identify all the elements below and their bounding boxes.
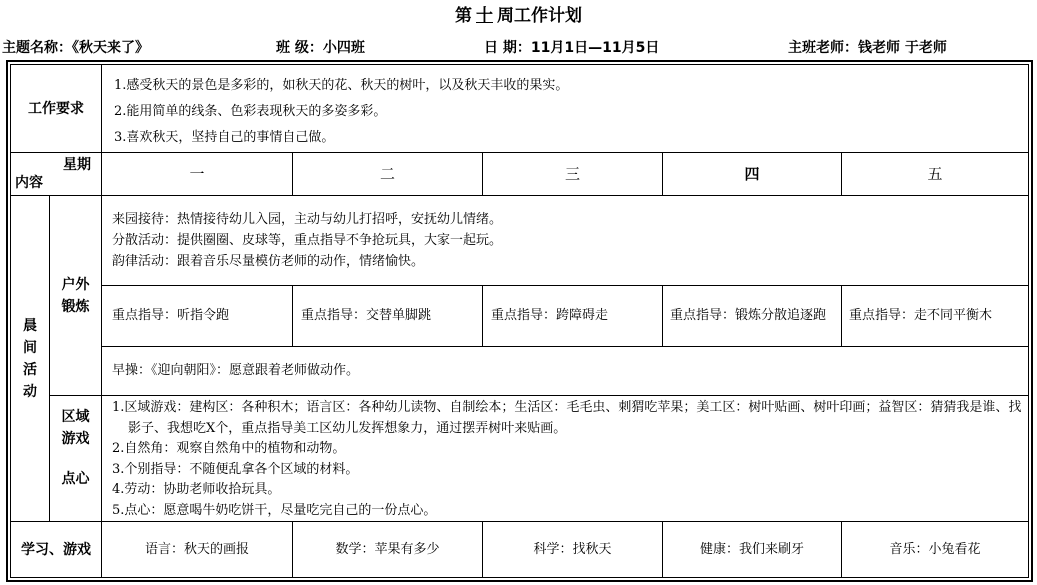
study-thu: 健康：我们来刷牙	[662, 521, 842, 578]
daily-focus-fri: 重点指导：走不同平衡木	[841, 285, 1029, 347]
daily-focus-mon: 重点指导：听指令跑	[101, 285, 293, 347]
daily-focus-tue: 重点指导：交替单脚跳	[292, 285, 483, 347]
study-games-label: 学习、游戏	[10, 521, 102, 578]
title-prefix: 第	[455, 6, 472, 26]
outdoor-general-item: 韵律活动：跟着音乐尽量模仿老师的动作，情绪愉快。	[112, 254, 425, 269]
weekday-fri: 五	[841, 152, 1029, 196]
outdoor-exercise-label	[49, 195, 102, 396]
week-number: 十	[476, 6, 493, 26]
requirement-item: 3.喜欢秋天，坚持自己的事情自己做。	[114, 130, 335, 145]
requirement-item: 1.感受秋天的景色是多彩的，如秋天的花、秋天的树叶，以及秋天丰收的果实。	[114, 78, 569, 93]
outdoor-general-item: 分散活动：提供圈圈、皮球等，重点指导不争抢玩具，大家一起玩。	[112, 233, 503, 248]
daily-focus-thu: 重点指导：锻炼分散追逐跑	[662, 285, 842, 347]
area-games-cell	[101, 395, 1029, 522]
corner-cell	[10, 152, 102, 196]
page-title	[0, 4, 1037, 28]
study-mon: 语言：秋天的画报	[101, 521, 293, 578]
area-item: 1.区域游戏：建构区：各种积木；语言区：各种幼儿读物、自制绘本；生活区：毛毛虫、刺猬吃苹果；美工区：树叶贴画、树叶印画；益智区：猜猜我是谁、找影子、我想吃X个，重点指导美工区幼儿发挥想象力，通过摆弄树叶来贴画。	[112, 400, 1022, 436]
outdoor-exercise-text: 户外锻炼	[61, 276, 90, 315]
morning-exercise: 早操：《迎向朝阳》：愿意跟着老师做动作。	[101, 346, 1029, 396]
date-range: 日 期：11月1日—11月5日	[484, 40, 660, 56]
weekday-thu: 四	[662, 152, 842, 196]
head-teacher: 主班老师：钱老师 于老师	[788, 40, 947, 56]
requirement-item: 2.能用简单的线条、色彩表现秋天的多姿多彩。	[114, 104, 387, 119]
study-wed: 科学：找秋天	[482, 521, 663, 578]
snack-label: 点心	[61, 471, 90, 487]
title-suffix: 周工作计划	[497, 6, 582, 26]
study-fri: 音乐：小兔看花	[841, 521, 1029, 578]
area-games-label	[49, 395, 102, 522]
area-item: 5.点心：愿意喝牛奶吃饼干，尽量吃完自己的一份点心。	[112, 502, 437, 518]
study-tue: 数学：苹果有多少	[292, 521, 483, 578]
morning-activities-label	[10, 195, 50, 522]
morning-activities-text: 晨间活动	[23, 317, 37, 400]
theme-name: 主题名称：《秋天来了》	[2, 40, 149, 56]
area-label-line: 区域	[61, 409, 90, 425]
weekday-header-label: 星期	[63, 157, 91, 173]
work-requirements-cell	[101, 64, 1029, 153]
class-name: 班 级：小四班	[276, 40, 365, 56]
daily-focus-wed: 重点指导：跨障碍走	[482, 285, 663, 347]
work-requirements-label: 工作要求	[10, 64, 102, 153]
weekday-wed: 三	[482, 152, 663, 196]
content-header-label: 内容	[15, 175, 43, 191]
outdoor-general-item: 来园接待：热情接待幼儿入园，主动与幼儿打招呼，安抚幼儿情绪。	[112, 212, 503, 227]
weekday-tue: 二	[292, 152, 483, 196]
weekday-mon: 一	[101, 152, 293, 196]
area-item: 4.劳动：协助老师收拾玩具。	[112, 482, 281, 497]
outdoor-general-cell	[101, 195, 1029, 286]
area-item: 2.自然角：观察自然角中的植物和动物。	[112, 441, 346, 456]
area-label-line: 游戏	[61, 431, 90, 447]
area-item: 3.个别指导：不随便乱拿各个区域的材料。	[112, 461, 359, 477]
